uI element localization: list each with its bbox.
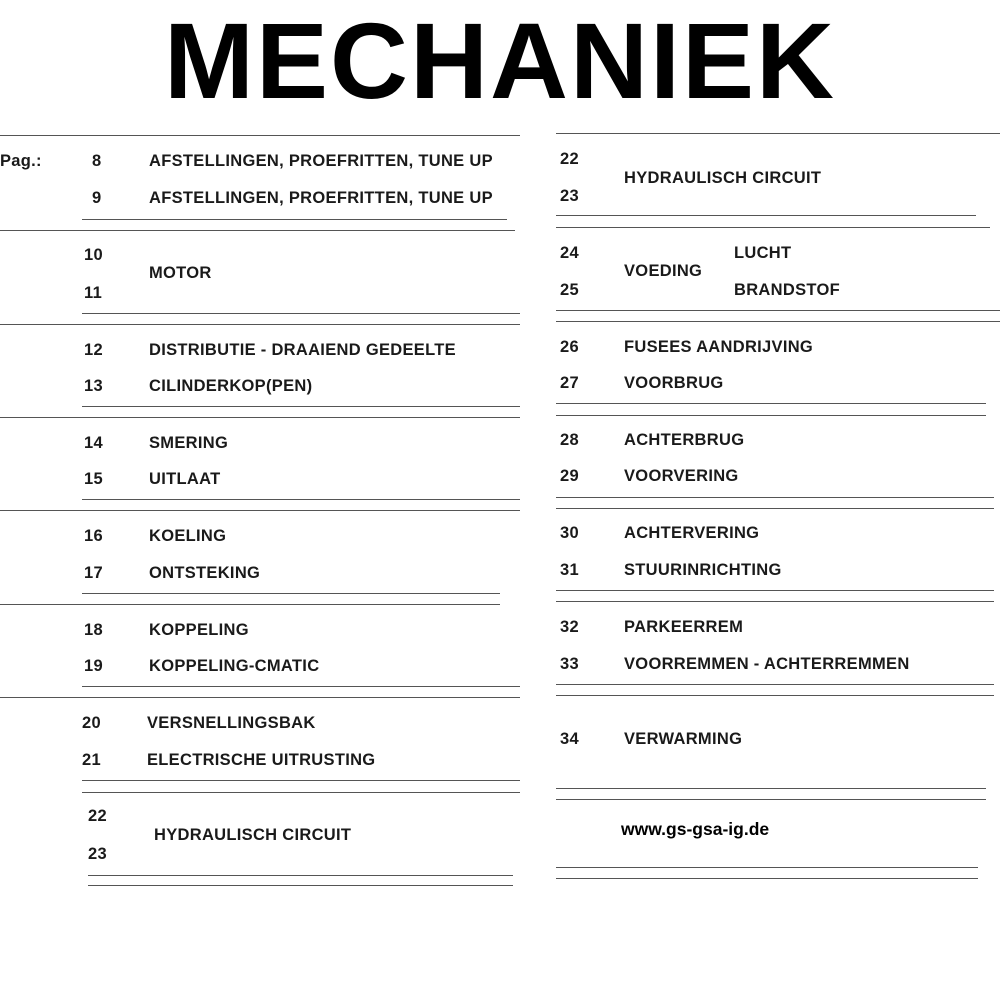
- divider: [556, 684, 994, 685]
- page-number: 34: [560, 730, 579, 748]
- page-number: 11: [84, 284, 103, 302]
- page-number: 8: [92, 152, 102, 170]
- divider: [556, 133, 1000, 134]
- section-title: UITLAAT: [149, 470, 221, 488]
- page-number: 28: [560, 431, 579, 449]
- section-title: VERWARMING: [624, 730, 743, 748]
- page-number: 21: [82, 751, 101, 769]
- page-number: 18: [84, 621, 103, 639]
- page-number: 15: [84, 470, 103, 488]
- divider: [556, 508, 994, 509]
- divider: [556, 601, 994, 602]
- divider: [0, 135, 520, 136]
- page-number: 17: [84, 564, 103, 582]
- divider: [0, 324, 520, 325]
- page-title: MECHANIEK: [163, 0, 836, 121]
- page-number: 31: [560, 561, 579, 579]
- section-title: HYDRAULISCH CIRCUIT: [624, 169, 822, 187]
- section-title: MOTOR: [149, 264, 212, 282]
- section-title: AFSTELLINGEN, PROEFRITTEN, TUNE UP: [149, 189, 493, 207]
- section-subtitle: LUCHT: [734, 244, 792, 262]
- page-number: 27: [560, 374, 579, 392]
- section-title: VOORREMMEN - ACHTERREMMEN: [624, 655, 910, 673]
- section-title: VERSNELLINGSBAK: [147, 714, 316, 732]
- divider: [82, 686, 520, 687]
- divider: [88, 885, 513, 886]
- page-number: 9: [92, 189, 102, 207]
- section-title: STUURINRICHTING: [624, 561, 782, 579]
- divider: [556, 788, 986, 789]
- page-number: 13: [84, 377, 103, 395]
- section-title: DISTRIBUTIE - DRAAIEND GEDEELTE: [149, 341, 456, 359]
- section-title: FUSEES AANDRIJVING: [624, 338, 814, 356]
- page-number: 22: [560, 150, 579, 168]
- page-number: 26: [560, 338, 579, 356]
- divider: [0, 510, 520, 511]
- page-number: 20: [82, 714, 101, 732]
- page-number: 30: [560, 524, 579, 542]
- divider: [0, 230, 515, 231]
- page-number: 25: [560, 281, 579, 299]
- page-number: 29: [560, 467, 579, 485]
- divider: [556, 590, 994, 591]
- page-number: 22: [88, 807, 107, 825]
- section-title: HYDRAULISCH CIRCUIT: [154, 826, 352, 844]
- section-subtitle: BRANDSTOF: [734, 281, 840, 299]
- page-number: 33: [560, 655, 579, 673]
- divider: [556, 878, 978, 879]
- divider: [556, 497, 994, 498]
- section-title: KOELING: [149, 527, 227, 545]
- section-title: VOORVERING: [624, 467, 739, 485]
- section-title: VOEDING: [624, 262, 703, 280]
- divider: [0, 697, 520, 698]
- divider: [556, 415, 986, 416]
- divider: [556, 403, 986, 404]
- section-title: AFSTELLINGEN, PROEFRITTEN, TUNE UP: [149, 152, 493, 170]
- divider: [82, 499, 520, 500]
- section-title: KOPPELING-CMATIC: [149, 657, 320, 675]
- website-url: www.gs-gsa-ig.de: [621, 819, 770, 839]
- divider: [556, 215, 976, 216]
- section-title: PARKEERREM: [624, 618, 744, 636]
- page-number: 10: [84, 246, 103, 264]
- divider: [88, 875, 513, 876]
- divider: [556, 310, 1000, 311]
- section-title: ELECTRISCHE UITRUSTING: [147, 751, 376, 769]
- divider: [82, 406, 520, 407]
- divider: [82, 792, 520, 793]
- page-number: 23: [88, 845, 107, 863]
- divider: [0, 604, 500, 605]
- section-title: ONTSTEKING: [149, 564, 261, 582]
- pag-label: Pag.:: [0, 152, 42, 170]
- divider: [556, 227, 990, 228]
- divider: [82, 780, 520, 781]
- divider: [556, 799, 986, 800]
- page-number: 32: [560, 618, 579, 636]
- section-title: KOPPELING: [149, 621, 249, 639]
- section-title: VOORBRUG: [624, 374, 724, 392]
- section-title: CILINDERKOP(PEN): [149, 377, 313, 395]
- section-title: ACHTERBRUG: [624, 431, 745, 449]
- page-number: 19: [84, 657, 103, 675]
- page-number: 16: [84, 527, 103, 545]
- divider: [0, 417, 520, 418]
- page-number: 12: [84, 341, 103, 359]
- divider: [82, 313, 520, 314]
- divider: [556, 867, 978, 868]
- divider: [82, 219, 507, 220]
- divider: [82, 593, 500, 594]
- page-number: 23: [560, 187, 579, 205]
- divider: [556, 321, 1000, 322]
- page-number: 14: [84, 434, 103, 452]
- divider: [556, 695, 994, 696]
- page-number: 24: [560, 244, 579, 262]
- section-title: ACHTERVERING: [624, 524, 760, 542]
- section-title: SMERING: [149, 434, 229, 452]
